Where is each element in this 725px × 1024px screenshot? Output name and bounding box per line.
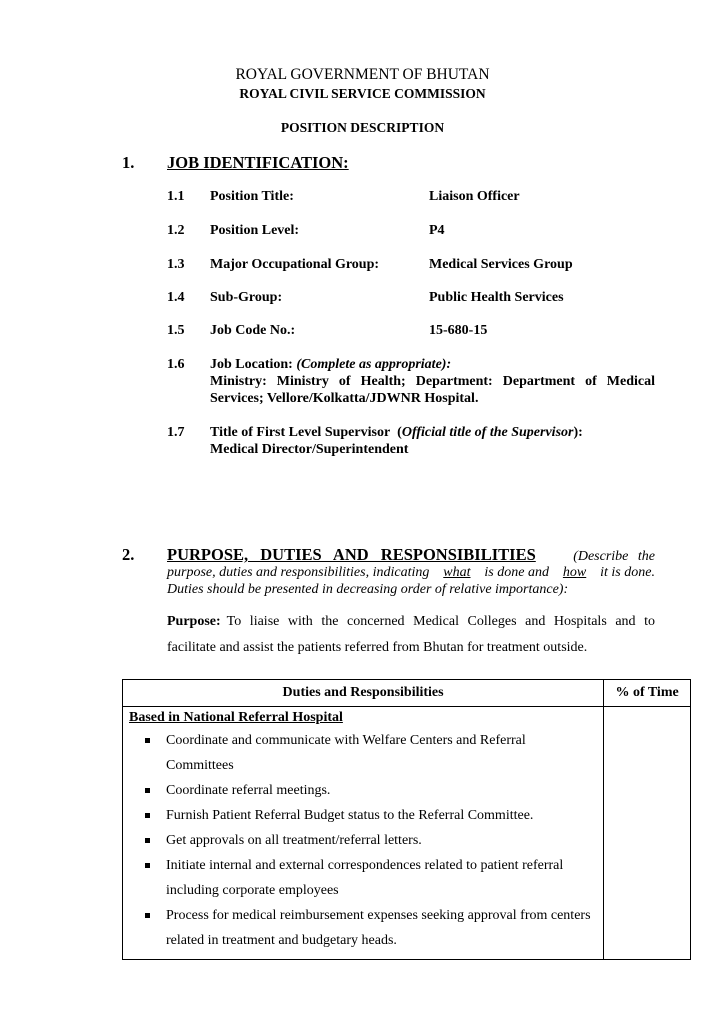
section1-number: 1. [122, 153, 135, 172]
list-item [123, 778, 603, 803]
list-item [123, 903, 603, 953]
table-header-row [123, 680, 691, 707]
list-item [123, 853, 603, 903]
bullet-icon [145, 813, 150, 818]
duty-text: Process for medical reimbursement expenses seeking approval from centers related in treatment and budgetary heads. [166, 908, 591, 948]
table-row [123, 707, 691, 960]
purpose-label: Purpose: [167, 614, 221, 629]
purpose-line1 [167, 614, 655, 630]
section2-desc-line2 [167, 565, 655, 581]
duty-text: Coordinate referral meetings. [166, 783, 331, 798]
commission-title: ROYAL CIVIL SERVICE COMMISSION [239, 86, 486, 101]
row-number: 1.2 [167, 223, 185, 238]
supervisor-note-open: ( [397, 425, 402, 440]
location-line2: Services; Vellore/Kolkatta/JDWNR Hospital. [210, 391, 479, 406]
government-title: ROYAL GOVERNMENT OF BHUTAN [235, 66, 490, 83]
row-number: 1.1 [167, 189, 185, 204]
row-label: Position Title: [210, 189, 294, 204]
bullet-icon [145, 863, 150, 868]
row-value: Liaison Officer [429, 189, 520, 204]
supervisor-heading [210, 425, 583, 441]
row-value: P4 [429, 223, 445, 238]
location-heading [210, 357, 451, 373]
desc-part-a: purpose, duties and responsibilities, indicating [167, 565, 430, 580]
row-value: Medical Services Group [429, 257, 573, 272]
row-number: 1.3 [167, 257, 185, 272]
duties-column-header: Duties and Responsibilities [123, 680, 604, 707]
duty-text: Coordinate and communicate with Welfare Centers and Referral Committees [166, 733, 526, 773]
supervisor-note-close: ): [573, 425, 583, 440]
duty-text: Furnish Patient Referral Budget status to the Referral Committee. [166, 808, 534, 823]
section2-title: PURPOSE, DUTIES AND RESPONSIBILITIES [167, 545, 536, 564]
row-value: Public Health Services [429, 290, 564, 305]
purpose-line2: facilitate and assist the patients referred from Bhutan for treatment outside. [167, 640, 588, 655]
supervisor-label: Title of First Level Supervisor [210, 425, 391, 440]
location-number: 1.6 [167, 357, 185, 372]
row-number: 1.5 [167, 323, 185, 338]
section2-desc-line3: Duties should be presented in decreasing order of relative importance): [167, 582, 569, 597]
location-label: Job Location: [210, 357, 293, 372]
section2-number: 2. [122, 545, 135, 564]
desc-part-b: is done and [484, 565, 549, 580]
section2-heading [167, 545, 655, 565]
row-label: Major Occupational Group: [210, 257, 380, 272]
purpose-text1: To liaise with the concerned Medical Colleges and Hospitals and to [226, 614, 655, 629]
duties-table [122, 679, 691, 960]
desc-part-c: it is done. [600, 565, 655, 580]
desc-how: how [562, 565, 587, 580]
duty-text: Get approvals on all treatment/referral letters. [166, 833, 422, 848]
row-label: Position Level: [210, 223, 300, 238]
row-number: 1.4 [167, 290, 185, 305]
location-line1: Ministry: Ministry of Health; Department: Department of Medical [210, 374, 655, 389]
duty-text: Initiate internal and external correspondences related to patient referral including corporate employees [166, 858, 564, 898]
supervisor-value: Medical Director/Superintendent [210, 442, 409, 457]
bullet-icon [145, 788, 150, 793]
document-title: POSITION DESCRIPTION [280, 120, 445, 135]
bullet-icon [145, 838, 150, 843]
section1-title: JOB IDENTIFICATION: [167, 153, 349, 172]
row-value: 15-680-15 [429, 323, 488, 338]
location-note: (Complete as appropriate): [296, 357, 452, 372]
bullet-icon [145, 738, 150, 743]
row-label: Sub-Group: [210, 290, 283, 305]
section2-desc-line1: (Describe the [573, 549, 655, 564]
duties-cell [123, 707, 604, 960]
list-item [123, 728, 603, 778]
row-label: Job Code No.: [210, 323, 296, 338]
bullet-icon [145, 913, 150, 918]
list-item [123, 803, 603, 828]
list-item [123, 828, 603, 853]
desc-what: what [443, 565, 471, 580]
supervisor-number: 1.7 [167, 425, 185, 440]
supervisor-note: Official title of the Supervisor [401, 425, 574, 440]
duty-list [123, 728, 603, 959]
time-column-header: % of Time [604, 680, 691, 707]
time-cell [604, 707, 691, 960]
group-title: Based in National Referral Hospital [129, 710, 343, 725]
